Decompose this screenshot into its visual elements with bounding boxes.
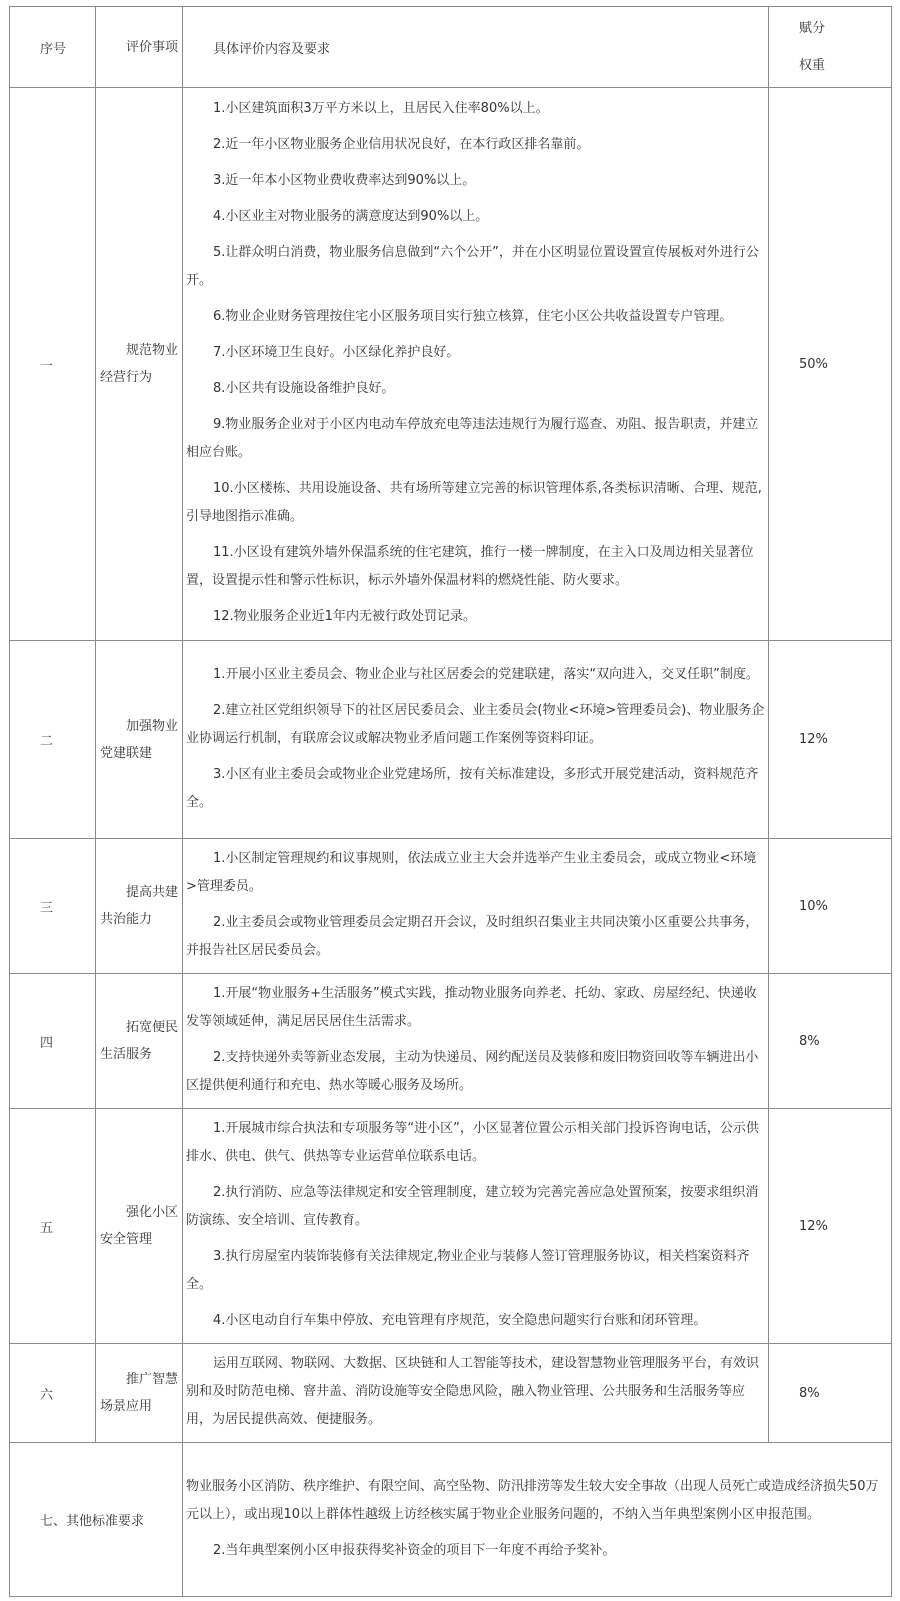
requirement-item: 11.小区设有建筑外墙外保温系统的住宅建筑，推行一楼一牌制度，在主入口及周边相关显著位置，设置提示性和警示性标识，标示外墙外保温材料的燃烧性能、防火要求。 [186,545,754,588]
requirement-item: 12.物业服务企业近1年内无被行政处罚记录。 [213,609,476,624]
row-weight: 8% [769,974,892,1109]
header-score [769,7,892,88]
requirement-item: 2.支持快递外卖等新业态发展，主动为快递员、网约配送员及装修和废旧物资回收等车辆进出小区提供便利通行和充电、热水等暖心服务及场所。 [186,1050,759,1093]
evaluation-table [9,6,892,1597]
table-row [10,1109,892,1344]
row-number: 六 [10,1344,96,1443]
row-weight: 10% [769,839,892,974]
requirement-item: 2.近一年小区物业服务企业信用状况良好，在本行政区排名靠前。 [213,137,590,152]
requirement-item: 9.物业服务企业对于小区内电动车停放充电等违法违规行为履行巡查、劝阻、报告职责，并建立相应台账。 [186,417,759,460]
row-number: 四 [10,974,96,1109]
row-category: 推广智慧场景应用 [96,1344,183,1443]
requirement-item: 10.小区楼栋、共用设施设备、共有场所等建立完善的标识管理体系,各类标识清晰、合理、规范,引导地图指示准确。 [186,481,762,524]
requirement-item: 6.物业企业财务管理按住宅小区服务项目实行独立核算，住宅小区公共收益设置专户管理。 [213,309,733,324]
requirement-item: 1.小区建筑面积3万平方米以上，且居民入住率80%以上。 [213,101,549,116]
requirement-item: 1.小区制定管理规约和议事规则，依法成立业主大会并选举产生业主委员会，或成立物业<环境>管理委员。 [186,851,757,894]
requirement-item: 物业服务小区消防、秩序维护、有限空间、高空坠物、防汛排涝等发生较大安全事故（出现人员死亡或造成经济损失50万元以上），或出现10以上群体性越级上访经核实属于物业企业服务问题的，不纳入当年典型案例小区申报范围。 [186,1478,879,1522]
header-content: 具体评价内容及要求 [183,7,769,88]
row-number: 五 [10,1109,96,1344]
row-weight: 8% [769,1344,892,1443]
requirement-item: 3.执行房屋室内装饰装修有关法律规定,物业企业与装修人签订管理服务协议，相关档案资料齐全。 [186,1249,750,1292]
row-weight: 50% [769,88,892,641]
requirement-item: 1.开展小区业主委员会、物业企业与社区居委会的党建联建，落实“双向进入，交叉任职”制度。 [213,666,759,682]
row-content [183,1109,769,1344]
row-content [183,1344,769,1443]
table-row [10,88,892,641]
requirement-item: 3.小区有业主委员会或物业企业党建场所，按有关标准建设，多形式开展党建活动，资料规范齐全。 [186,766,759,810]
row-content [183,88,769,641]
row-category: 强化小区安全管理 [96,1109,183,1344]
row-number: 二 [10,641,96,839]
row-weight: 12% [769,1109,892,1344]
requirement-item: 3.近一年本小区物业费收费率达到90%以上。 [213,173,476,188]
header-no: 序号 [10,7,96,88]
requirement-item: 4.小区电动自行车集中停放、充电管理有序规范，安全隐患问题实行台账和闭环管理。 [213,1313,707,1328]
row-content [183,641,769,839]
requirement-item: 8.小区共有设施设备维护良好。 [213,381,395,396]
requirement-item: 2.业主委员会或物业管理委员会定期召开会议，及时组织召集业主共同决策小区重要公共事务，并报告社区居民委员会。 [186,915,759,958]
table-row [10,641,892,839]
table-row [10,1344,892,1443]
row-category: 拓宽便民生活服务 [96,974,183,1109]
requirement-item: 7.小区环境卫生良好。小区绿化养护良好。 [213,345,460,360]
row-number: 三 [10,839,96,974]
row-category: 提高共建共治能力 [96,839,183,974]
requirement-item: 运用互联网、物联网、大数据、区块链和人工智能等技术，建设智慧物业管理服务平台，有效识别和及时防范电梯、窨井盖、消防设施等安全隐患风险，融入物业管理、公共服务和生活服务等应用，为居民提供高效、便捷服务。 [186,1356,760,1427]
header-category: 评价事项 [96,7,183,88]
table-row [10,974,892,1109]
requirement-item: 2.执行消防、应急等法律规定和安全管理制度，建立较为完善完善应急处置预案，按要求组织消防演练、安全培训、宣传教育。 [186,1185,759,1228]
header-score-line2: 权重 [799,58,826,73]
table-header-row [10,7,892,88]
requirement-item: 1.开展“物业服务+生活服务”模式实践，推动物业服务向养老、托幼、家政、房屋经纪、快递收发等领域延伸，满足居民居住生活需求。 [186,986,757,1029]
requirement-item: 2.建立社区党组织领导下的社区居民委员会、业主委员会(物业<环境>管理委员会)、物业服务企业协调运行机制，有联席会议或解决物业矛盾问题工作案例等资料印证。 [186,702,765,746]
other-requirements-label: 七、其他标准要求 [10,1443,183,1597]
table-row-other [10,1443,892,1597]
row-weight: 12% [769,641,892,839]
row-category: 加强物业党建联建 [96,641,183,839]
table-row [10,839,892,974]
requirement-item: 5.让群众明白消费，物业服务信息做到“六个公开”，并在小区明显位置设置宣传展板对外进行公开。 [186,245,759,288]
row-content [183,974,769,1109]
header-score-line1: 赋分 [799,21,826,36]
row-content [183,839,769,974]
requirement-item: 2.当年典型案例小区申报获得奖补资金的项目下一年度不再给予奖补。 [213,1542,616,1558]
row-category: 规范物业经营行为 [96,88,183,641]
row-number: 一 [10,88,96,641]
other-requirements-content [183,1443,892,1597]
requirement-item: 4.小区业主对物业服务的满意度达到90%以上。 [213,209,489,224]
requirement-item: 1.开展城市综合执法和专项服务等“进小区”，小区显著位置公示相关部门投诉咨询电话，公示供排水、供电、供气、供热等专业运营单位联系电话。 [186,1121,759,1164]
